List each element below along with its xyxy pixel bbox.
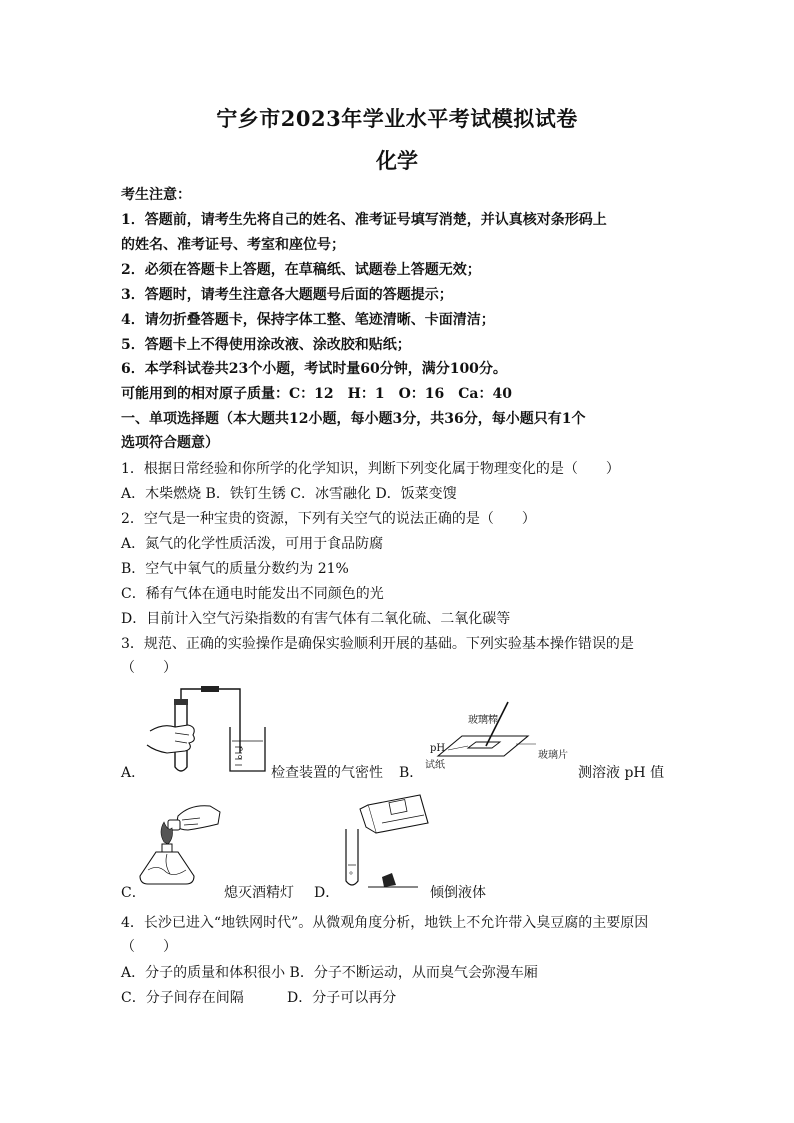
label-glass-rod: 玻璃棒 [468,715,498,726]
alcohol-lamp-figure [138,798,223,893]
question-4-paren: （ ） [121,939,177,955]
question-4-option-c: C．分子间存在间隔 [121,990,244,1006]
question-1-stem: 1．根据日常经验和你所学的化学知识，判断下列变化属于物理变化的是（ ） [121,461,620,477]
label-test-paper: 试纸 [425,760,445,771]
notice-item: 1．答题前，请考生先将自己的姓名、准考证号填写消楚，并认真核对条形码上 [121,212,607,228]
notice-item: 2．必须在答题卡上答题，在草稿纸、试题卷上答题无效； [121,262,481,278]
option-d-letter: D． [314,885,340,901]
question-3-paren: （ ） [121,660,177,676]
notice-item: 4．请勿折叠答题卡，保持字体工整、笔迹清晰、卡面清洁； [121,312,495,328]
question-4-stem: 4．长沙已进入“地铁网时代”。从微观角度分析，地铁上不允许带入臭豆腐的主要原因 [121,915,649,931]
option-d-caption: 倾倒液体 [430,885,486,901]
question-1-options: A．木柴燃烧 B．铁钉生锈 C．冰雪融化 D．饭菜变馊 [121,486,457,502]
notice-item: 5．答题卡上不得使用涂改液、涂改胶和贴纸； [121,337,411,353]
question-2-option-a: A．氮气的化学性质活泼，可用于食品防腐 [121,536,384,552]
pour-liquid-figure [338,793,430,893]
section-heading: 一、单项选择题（本大题共12小题，每小题3分，共36分，每小题只有1个 [121,411,586,427]
section-heading-cont: 选项符合题意） [121,435,219,451]
label-glass-plate: 玻璃片 [538,750,568,761]
option-c-caption: 熄灭酒精灯 [224,885,294,901]
option-a-letter: A． [121,765,146,781]
question-2-stem: 2．空气是一种宝贵的资源，下列有关空气的说法正确的是（ ） [121,511,536,527]
notice-heading: 考生注意： [121,187,191,203]
option-a-caption: 检查装置的气密性 [271,765,383,781]
question-2-option-d: D．目前计入空气污染指数的有害气体有二氧化硫、二氧化碳等 [121,611,511,627]
airtightness-apparatus-figure [145,683,270,778]
option-c-letter: C． [121,885,146,901]
question-2-option-c: C．稀有气体在通电时能发出不同颜色的光 [121,586,384,602]
subject-title: 化学 [376,148,418,173]
notice-item: 6．本学科试卷共23个小题，考试时量60分钟，满分100分。 [121,361,507,377]
notice-item: 的姓名、准考证号、考室和座位号； [121,237,345,253]
atomic-mass-line: 可能用到的相对原子质量：C：12 H：1 O：16 Ca：40 [121,386,512,402]
question-3-stem: 3．规范、正确的实验操作是确保实验顺利开展的基础。下列实验基本操作错误的是 [121,636,634,652]
option-b-letter: B． [399,765,424,781]
question-4-options-ab: A．分子的质量和体积很小 B．分子不断运动，从而臭气会弥漫车厢 [121,965,538,981]
label-ph: pH [430,743,446,754]
question-4-option-d: D．分子可以再分 [287,990,397,1006]
exam-title: 宁乡市2023年学业水平考试模拟试卷 [216,106,578,131]
option-b-caption: 测溶液 pH 值 [578,765,665,781]
question-2-option-b: B．空气中氧气的质量分数约为 21% [121,561,349,577]
notice-item: 3．答题时，请考生注意各大题题号后面的答题提示； [121,287,453,303]
